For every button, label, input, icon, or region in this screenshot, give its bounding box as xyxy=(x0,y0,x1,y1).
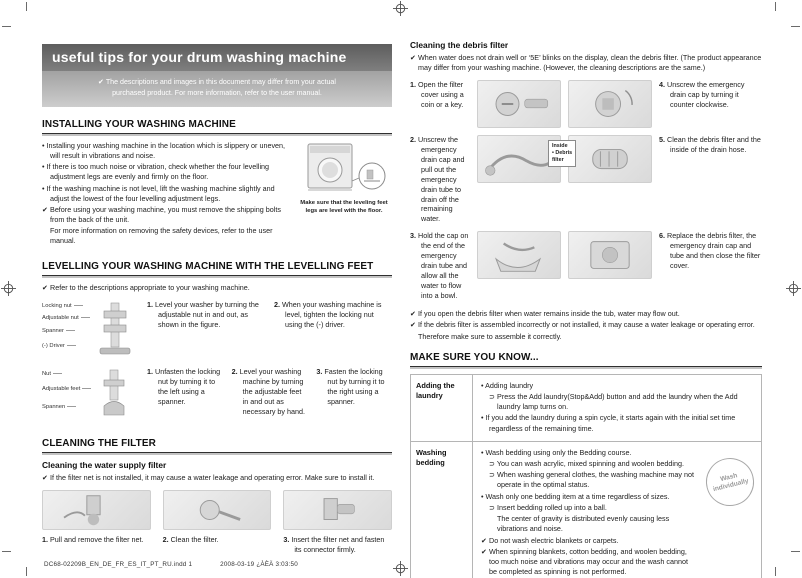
registration-mark-left xyxy=(1,281,16,296)
crop-mark xyxy=(775,567,776,576)
step-number: 2. xyxy=(274,299,280,309)
step-text: Clean the debris filter and the inside of the drain hose. xyxy=(667,134,761,154)
step-text: Hold the cap on the end of the emergency drain tube and allow all the water to flow into a bowl. xyxy=(418,231,469,300)
step-text: Insert the filter net and fasten its connector firmly. xyxy=(291,534,385,554)
step-text: Unscrew the emergency drain cap by turning it counter clockwise. xyxy=(667,79,745,109)
page-banner xyxy=(42,44,392,107)
table-line: The center of gravity is distributed evenly causing less vibrations and noise. xyxy=(497,514,670,534)
step xyxy=(410,80,470,110)
step xyxy=(659,80,762,110)
section-heading-make-sure: MAKE SURE YOU KNOW... xyxy=(410,352,762,367)
step-number: 3. xyxy=(316,366,323,376)
diagram-label: Locking nut xyxy=(42,303,83,309)
row-content xyxy=(473,374,762,441)
footer-filename: DC68-02209B_EN_DE_FR_ES_IT_PT_RU.indd 1 xyxy=(44,561,193,568)
registration-mark-bottom xyxy=(393,561,408,576)
bullet-line: • If there is too much noise or vibration, check whether the four levelling adjustment legs are evenly and firmly on the floor. xyxy=(42,162,270,182)
step-text: Level your washing machine by turning the adjustable feet in and out as necessary by hand. xyxy=(239,366,306,416)
levelling-block-1 xyxy=(42,300,392,358)
debris-step-photo-6 xyxy=(568,231,652,279)
bullet-line: • If the washing machine is not level, lift the washing machine slightly and adjust the lowest of the four levelling adjustment legs. xyxy=(42,183,275,203)
note-continuation: For more information on removing the safety devices, refer to the user manual. xyxy=(50,226,273,246)
step xyxy=(232,367,308,417)
debris-step-photo-4 xyxy=(568,80,652,128)
table-line: • Adding laundry xyxy=(481,380,534,390)
adjustable-nut-illustration xyxy=(98,301,132,357)
row-label-washing-bedding: Washing bedding xyxy=(411,441,473,578)
crop-mark xyxy=(791,26,800,27)
crop-mark xyxy=(26,567,27,576)
levelling-diagram-1 xyxy=(42,300,138,358)
table-line: • Wash only one bedding item at a time regardless of sizes. xyxy=(481,491,670,501)
table-line: • Wash bedding using only the Bedding course. xyxy=(481,447,632,457)
banner-note xyxy=(42,71,392,107)
crop-mark xyxy=(2,551,11,552)
crop-mark xyxy=(775,2,776,11)
left-column xyxy=(42,44,392,555)
debris-notes xyxy=(410,309,762,342)
table-line: • If you add the laundry during a spin cycle, it starts again with the initial set time regardless of the remaining time. xyxy=(481,413,736,433)
section-heading-cleaning-filter: CLEANING THE FILTER xyxy=(42,438,392,453)
callout-line: Inside xyxy=(552,142,568,149)
row-content xyxy=(473,441,762,578)
step-number: 2. xyxy=(162,534,169,544)
debris-step-photo-1 xyxy=(477,80,561,128)
levelling-diagram-2 xyxy=(42,367,138,425)
table-line: ⊃ Insert bedding rolled up into a ball. xyxy=(489,502,607,512)
wash-individually-badge xyxy=(701,453,759,511)
make-sure-table xyxy=(410,374,762,578)
figure-caption: Make sure that the leveling feet legs are level with the floor. xyxy=(300,199,388,214)
step-number: 3. xyxy=(410,231,416,241)
step xyxy=(283,535,392,555)
bullet-line: • Installing your washing machine in the location which is slippery or uneven, will result in vibrations and noise. xyxy=(42,140,286,160)
step xyxy=(659,135,762,155)
filter-step-photo-3 xyxy=(283,490,392,530)
crop-mark xyxy=(2,26,11,27)
step xyxy=(316,367,392,407)
step-number: 1. xyxy=(410,79,416,89)
page-title: useful tips for your drum washing machine xyxy=(42,44,392,71)
step-number: 1. xyxy=(42,534,48,544)
washing-machine-illustration xyxy=(296,141,392,193)
note-line: ✔ Before using your washing machine, you must remove the shipping bolts from the back of the unit. xyxy=(42,205,281,225)
callout-line: filter xyxy=(552,156,564,163)
table-row xyxy=(411,374,762,441)
step xyxy=(147,300,265,330)
step xyxy=(42,535,151,545)
note-line: ✔ If the debris filter is assembled incorrectly or not installed, it may cause a water leakage or operating error. xyxy=(410,320,755,330)
subheading-water-supply-filter: Cleaning the water supply filter xyxy=(42,459,167,470)
table-line: ✔ Do not wash electric blankets or carpets. xyxy=(481,535,619,545)
installing-section xyxy=(42,141,392,248)
step-text: Clean the filter. xyxy=(170,534,219,544)
step-number: 2. xyxy=(410,134,416,144)
callout-line: • Debris xyxy=(552,149,573,156)
print-footer xyxy=(44,561,298,568)
diagram-label: Spannen xyxy=(42,404,76,410)
footer-timestamp: 2008-03-19 ¿ÀÈÄ 3:03:50 xyxy=(220,561,298,568)
diagram-label: Nut xyxy=(42,371,62,377)
note-continuation: Therefore make sure to assemble it correctly. xyxy=(418,331,562,341)
step xyxy=(147,367,223,407)
badge-text: Wash individually xyxy=(712,471,750,493)
water-filter-steps xyxy=(42,490,392,555)
step-text: Unfasten the locking nut by turning it to the left using a spanner. xyxy=(155,366,221,406)
step-number: 6. xyxy=(659,231,665,241)
filter-step-cell xyxy=(163,490,272,555)
note-line: ✔ If the filter net is not installed, it may cause a water leakage and operating error. Make sure to install it. xyxy=(42,472,375,482)
levelling-block-2 xyxy=(42,367,392,425)
row-label-adding-laundry: Adding the laundry xyxy=(411,374,473,441)
note-line: ✔ When water does not drain well or ‘5E’ blinks on the display, clean the debris filter. (The product appearance may differ from your washing machine. (However, the cleaning descriptions are the same.) xyxy=(410,53,762,72)
section-heading-installing: INSTALLING YOUR WASHING MACHINE xyxy=(42,119,392,134)
step xyxy=(659,231,762,271)
installing-bullets xyxy=(42,141,290,248)
crop-mark xyxy=(26,2,27,11)
step xyxy=(410,231,470,301)
step-text: When your washing machine is level, tighten the locking nut using the (-) driver. xyxy=(282,299,382,329)
table-line: ✔ When spinning blankets, cotton bedding, and woolen bedding, too much noise and vibrations may occur and the wash cannot be completed as spinning is not performed. xyxy=(481,546,688,577)
step-text: Unscrew the emergency drain cap and pull out the emergency drain tube to drain off the remaining water. xyxy=(418,134,465,224)
step-text: Level your washer by turning the adjustable nut in and out, as shown in the figure. xyxy=(155,299,259,329)
registration-mark-right xyxy=(786,281,801,296)
debris-step-photo-3 xyxy=(477,231,561,279)
debris-step-photo-5-wrap xyxy=(552,135,652,183)
step-number: 1. xyxy=(147,299,153,309)
table-line: ⊃ When washing general clothes, the washing machine may not operate in the optimal status. xyxy=(489,470,694,490)
step-text: Open the filter cover using a coin or a key. xyxy=(418,79,464,109)
subheading-debris-filter: Cleaning the debris filter xyxy=(410,40,509,50)
right-column xyxy=(410,40,762,578)
debris-filter-steps xyxy=(410,80,762,301)
step-number: 2. xyxy=(231,366,238,376)
filter-step-cell xyxy=(42,490,151,555)
section-heading-levelling: LEVELLING YOUR WASHING MACHINE WITH THE LEVELLING FEET xyxy=(42,261,392,276)
step-text: Replace the debris filter, the emergency drain cap and tube and then close the filter cover. xyxy=(667,231,761,271)
filter-step-cell xyxy=(283,490,392,555)
crop-mark xyxy=(791,551,800,552)
step-text: Pull and remove the filter net. xyxy=(50,534,144,544)
note-line: ✔ If you open the debris filter when water remains inside the tub, water may flow out. xyxy=(410,308,680,318)
registration-mark-top xyxy=(393,1,408,16)
adjustable-foot-illustration xyxy=(96,368,132,422)
note-line: ✔ Refer to the descriptions appropriate to your washing machine. xyxy=(42,282,250,292)
debris-step-photo-5 xyxy=(568,135,652,183)
diagram-label: Adjustable nut xyxy=(42,315,90,321)
installing-figure xyxy=(296,141,392,248)
diagram-label: Spanner xyxy=(42,328,75,334)
table-line: ⊃ Press the Add laundry(Stop&Add) button and add the laundry when the Add laundry lamp turns on. xyxy=(489,391,738,412)
diagram-label: Adjustable feet xyxy=(42,386,91,392)
banner-note-line: purchased product. For more information, refer to the user manual. xyxy=(112,88,322,97)
step xyxy=(274,300,392,330)
step-text: Fasten the locking nut by turning it to the right using a spanner. xyxy=(324,366,385,406)
table-line: ⊃ You can wash acrylic, mixed spinning and woolen bedding. xyxy=(489,459,685,468)
step-number: 4. xyxy=(659,79,665,89)
filter-step-photo-1 xyxy=(42,490,151,530)
table-row xyxy=(411,441,762,578)
step-number: 3. xyxy=(283,534,290,544)
filter-step-photo-2 xyxy=(163,490,272,530)
debris-filter-callout xyxy=(548,140,576,167)
step xyxy=(163,535,272,545)
diagram-label: (-) Driver xyxy=(42,343,76,349)
step xyxy=(410,135,470,224)
step-number: 5. xyxy=(659,134,665,144)
step-number: 1. xyxy=(147,366,153,376)
banner-note-line: ✔ The descriptions and images in this document may differ from your actual xyxy=(98,78,336,86)
